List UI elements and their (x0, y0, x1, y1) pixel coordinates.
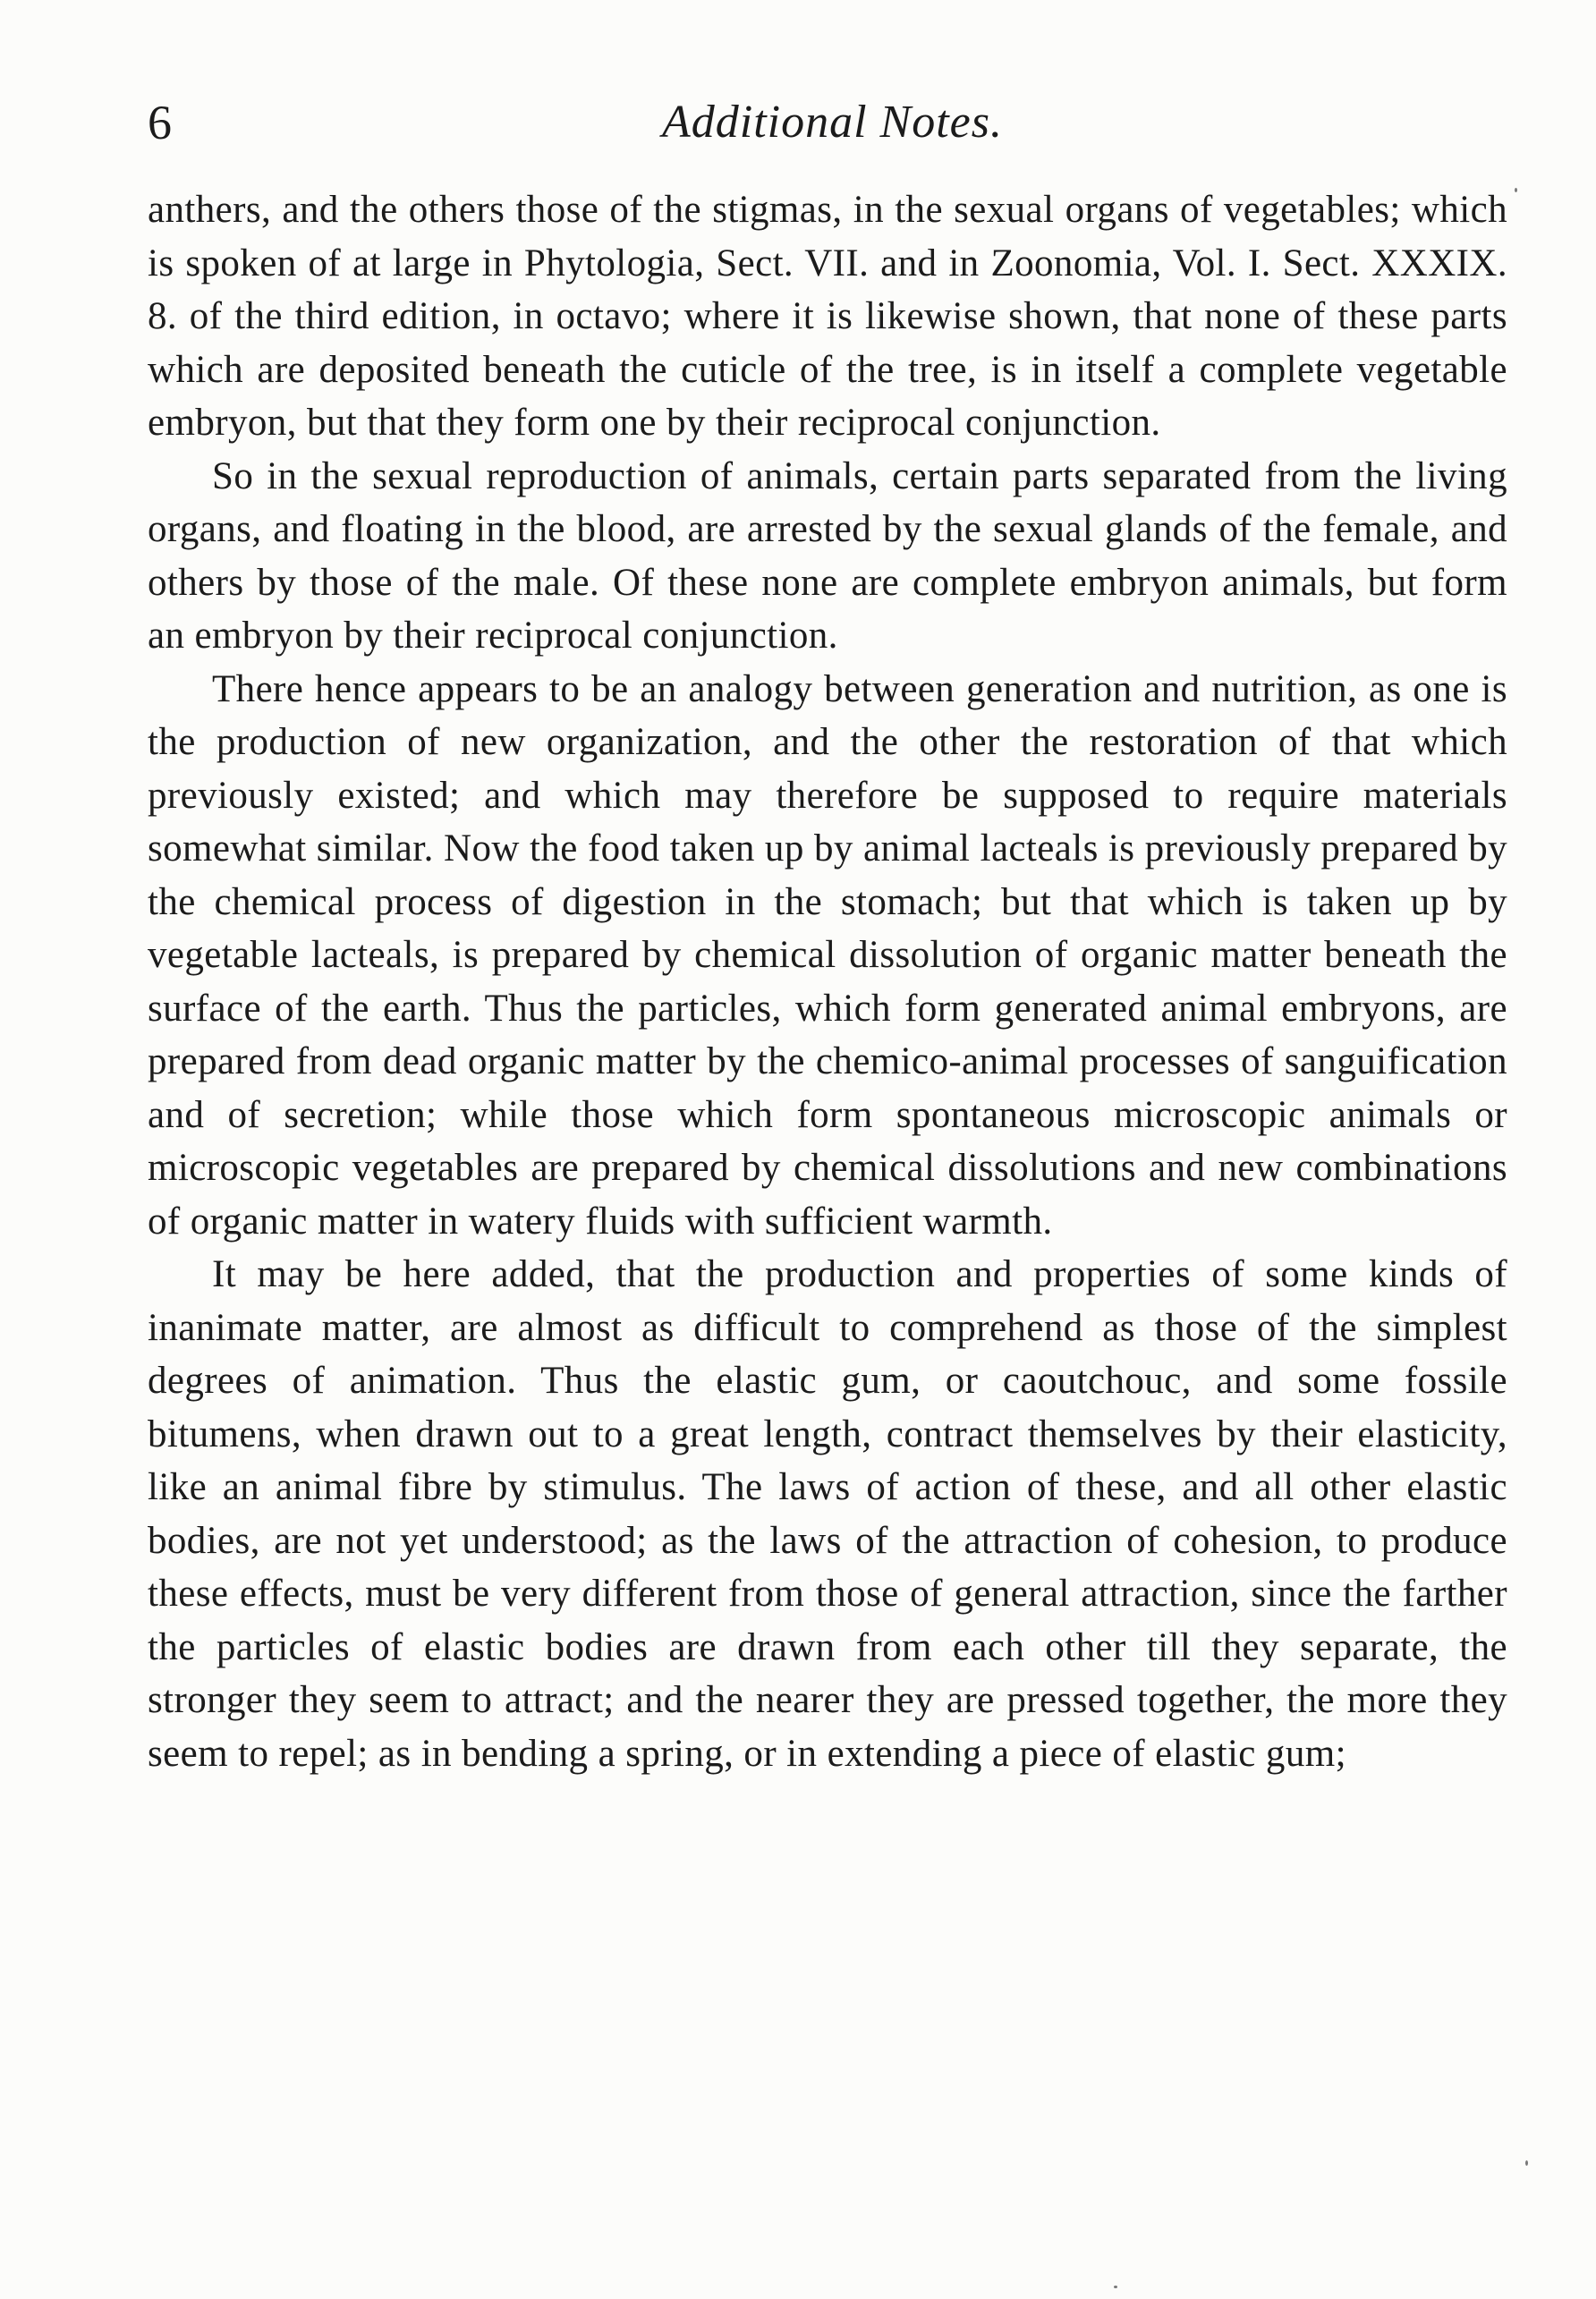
paragraph: It may be here added, that the production and properties of some kinds of inanimate matter, are almost as difficult to comprehend as those of the simplest degrees of animation. Thus the elastic gum, or caoutchouc, and some fossile bitumens, when drawn out to a great length, contract themselves by their elasticity, like an animal fibre by stimulus. The laws of action of these, and all other elastic bodies, are not yet understood; as the laws of the attraction of cohesion, to produce these effects, must be very different from those of general attraction, since the farther the particles of elastic bodies are drawn from each other till they separate, the stronger they seem to attract; and the nearer they are pressed together, the more they seem to repel; as in bending a spring, or in extending a piece of elastic gum; (148, 1253, 1507, 1775)
paragraph: There hence appears to be an analogy between generation and nutrition, as one is the production of new organization, and the other the restoration of that which previously existed; and which may therefore be supposed to require materials somewhat similar. Now the food taken up by animal lacteals is previously prepared by the chemical process of digestion in the stomach; but that which is taken up by vegetable lacteals, is prepared by chemical dissolution of organic matter beneath the surface of the earth. Thus the particles, which form generated animal embryons, are prepared from dead organic matter by the chemico-animal processes of sanguification and of secretion; while those which form spontaneous microscopic animals or microscopic vegetables are prepared by chemical dissolutions and new combinations of organic matter in watery fluids with sufficient warmth. (148, 667, 1507, 1243)
page-header (148, 82, 1507, 163)
page-number: 6 (148, 96, 172, 149)
print-speck (1525, 2160, 1528, 2166)
print-speck (1114, 2286, 1117, 2288)
paragraph: So in the sexual reproduction of animals, certain parts separated from the living organs, and floating in the blood, are arrested by the sexual glands of the female, and others by those of the male. Of these none are complete embryon animals, but form an embryon by their reciprocal conjunction. (148, 454, 1507, 657)
running-head: Additional Notes. (662, 97, 1003, 148)
print-speck (1515, 188, 1517, 192)
paragraph-continued: anthers, and the others those of the stigmas, in the sexual organs of vegetables; which is spoken of at large in Phytologia, Sect. VII. and in Zoonomia, Vol. I. Sect. XXXIX. 8. of the third edition, in octavo; where it is likewise shown, that none of these parts which are deposited beneath the cuticle of the tree, is in itself a complete vegetable embryon, but that they form one by their reciprocal conjunction. (148, 189, 1507, 444)
body-text (148, 183, 1507, 1780)
